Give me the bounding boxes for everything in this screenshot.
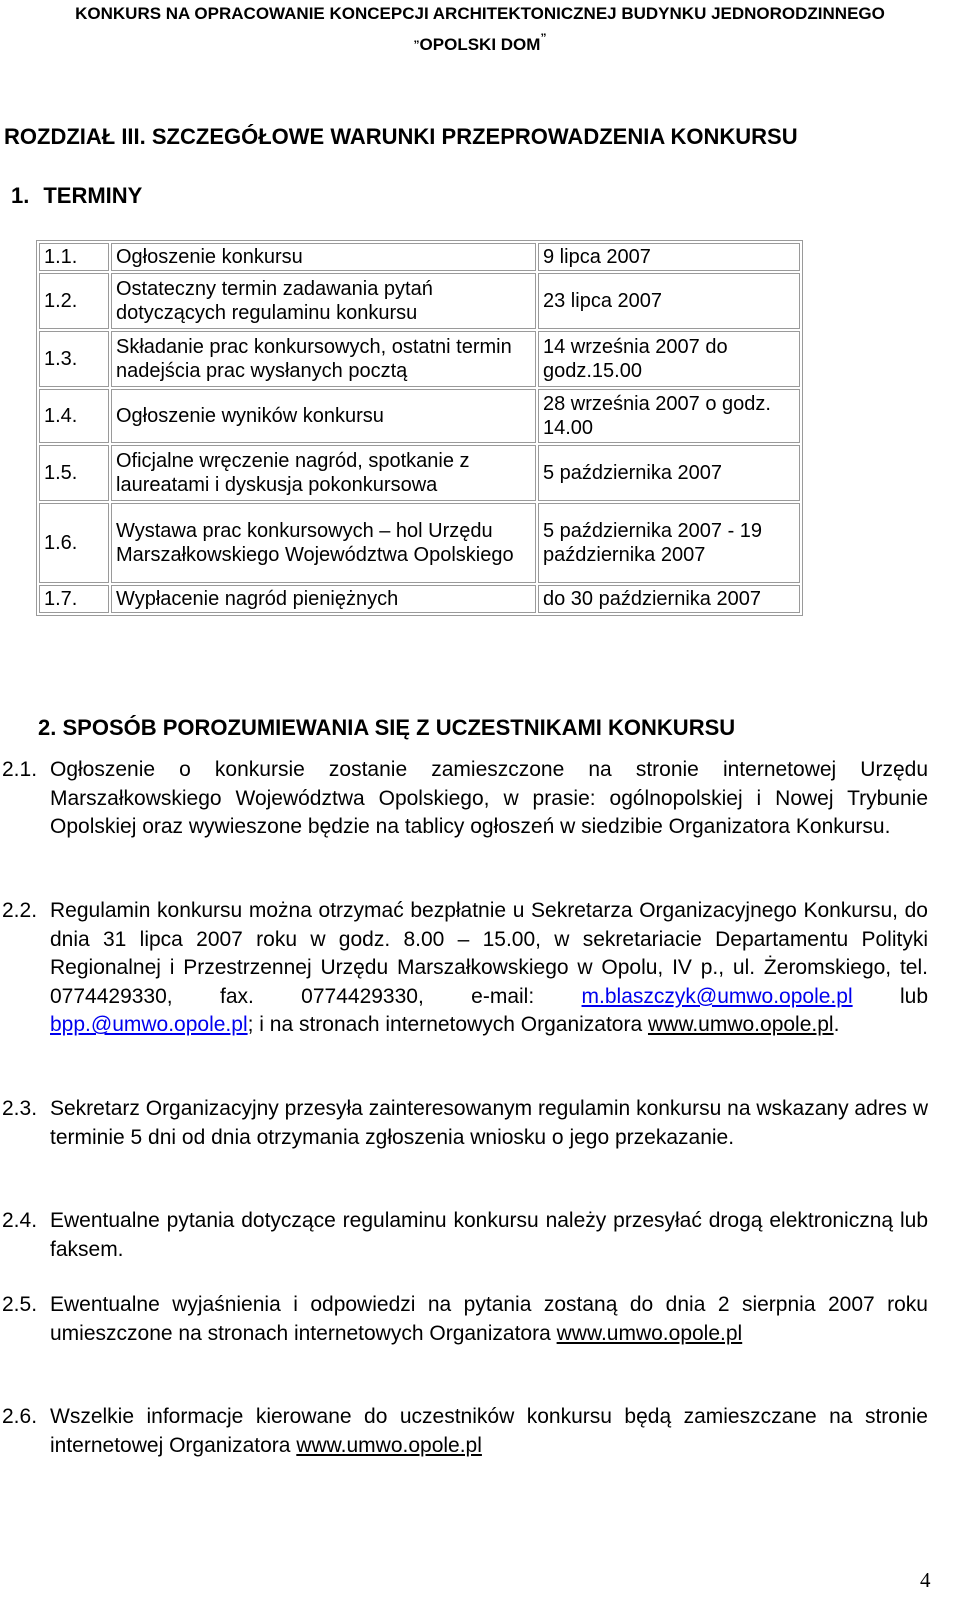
term-description: Wypłacenie nagród pieniężnych xyxy=(111,585,536,613)
term-description: Ostateczny termin zadawania pytań dotyczących regulaminu konkursu xyxy=(111,273,536,329)
term-description: Oficjalne wręczenie nagród, spotkanie z laureatami i dyskusja pokonkursowa xyxy=(111,445,536,501)
close-quote: ” xyxy=(540,31,547,45)
section-number: 1. xyxy=(11,183,30,208)
chapter-heading: ROZDZIAŁ III. SZCZEGÓŁOWE WARUNKI PRZEPROWADZENIA KONKURSU xyxy=(4,124,798,149)
page-number: 4 xyxy=(920,1568,931,1592)
paragraph-2-3 xyxy=(2,1095,928,1152)
paragraph-2-5 xyxy=(2,1291,928,1348)
paragraph-number: 2.5. xyxy=(2,1293,38,1316)
email-link[interactable]: m.blaszczyk@umwo.opole.pl xyxy=(581,984,853,1008)
paragraph-number: 2.2. xyxy=(2,899,38,922)
term-date: 28 września 2007 o godz. 14.00 xyxy=(538,389,800,443)
section-heading-terms xyxy=(4,183,142,209)
subtitle-text: OPOLSKI DOM xyxy=(419,35,541,54)
terms-table xyxy=(36,240,803,616)
paragraph-number: 2.1. xyxy=(2,758,38,781)
website-link[interactable]: www.umwo.opole.pl xyxy=(296,1433,482,1457)
table-row xyxy=(39,331,800,387)
term-date: 14 września 2007 do godz.15.00 xyxy=(538,331,800,387)
document-header-title: KONKURS NA OPRACOWANIE KONCEPCJI ARCHITEKTONICZNEJ BUDYNKU JEDNORODZINNEGO xyxy=(75,4,885,23)
terms-table-wrapper xyxy=(36,240,803,616)
term-date: 5 października 2007 - 19 października 2007 xyxy=(538,503,800,583)
email-link[interactable]: bpp.@umwo.opole.pl xyxy=(50,1013,248,1037)
section-number: 2. xyxy=(38,715,57,740)
term-description: Ogłoszenie konkursu xyxy=(111,243,536,271)
paragraph-2-6 xyxy=(2,1403,928,1460)
term-date: 9 lipca 2007 xyxy=(538,243,800,271)
term-description: Składanie prac konkursowych, ostatni termin nadejścia prac wysłanych pocztą xyxy=(111,331,536,387)
paragraph-2-2 xyxy=(2,897,929,1040)
term-number: 1.7. xyxy=(39,585,109,613)
paragraph-2-4 xyxy=(2,1207,928,1264)
paragraph-text: Ogłoszenie o konkursie zostanie zamieszczone na stronie internetowej Urzędu Marszałkowskiego Województwa Opolskiego, w prasie: ogólnopolskiej i Nowej Trybunie Opolskiej oraz wywieszone będzie na tablicy ogłoszeń w siedzibie Organizatora Konkursu. xyxy=(50,758,928,839)
section-title: TERMINY xyxy=(43,183,143,208)
paragraph-number: 2.3. xyxy=(2,1097,38,1120)
term-number: 1.6. xyxy=(39,503,109,583)
paragraph-text: Ewentualne pytania dotyczące regulaminu konkursu należy przesyłać drogą elektroniczną lub faksem. xyxy=(50,1209,928,1261)
term-date: 5 października 2007 xyxy=(538,445,800,501)
paragraph-text: . xyxy=(833,1013,840,1037)
table-row xyxy=(39,445,800,501)
paragraph-number: 2.4. xyxy=(2,1209,38,1232)
table-row xyxy=(39,243,800,271)
paragraph-text: Sekretarz Organizacyjny przesyła zainteresowanym regulamin konkursu na wskazany adres w terminie 5 dni od dnia otrzymania zgłoszenia wniosku o jego przekazanie. xyxy=(50,1097,928,1149)
section-title: SPOSÓB POROZUMIEWANIA SIĘ Z UCZESTNIKAMI KONKURSU xyxy=(62,715,736,740)
paragraph-text: ; i na stronach internetowych Organizatora xyxy=(247,1013,648,1037)
paragraph-number: 2.6. xyxy=(2,1405,38,1428)
open-quote: „ xyxy=(413,31,420,45)
paragraph-text: lub xyxy=(852,984,929,1008)
paragraph-text: Ewentualne wyjaśnienia i odpowiedzi na pytania zostaną do dnia 2 sierpnia 2007 roku umieszczone na stronach internetowych Organizatora xyxy=(50,1293,928,1345)
table-row xyxy=(39,389,800,443)
term-date: do 30 października 2007 xyxy=(538,585,800,613)
term-description: Wystawa prac konkursowych – hol Urzędu Marszałkowskiego Województwa Opolskiego xyxy=(111,503,536,583)
website-link[interactable]: www.umwo.opole.pl xyxy=(647,1013,834,1037)
table-row xyxy=(39,585,800,613)
term-description: Ogłoszenie wyników konkursu xyxy=(111,389,536,443)
table-row xyxy=(39,503,800,583)
paragraph-2-1 xyxy=(2,756,928,842)
website-link[interactable]: www.umwo.opole.pl xyxy=(556,1321,743,1345)
term-number: 1.4. xyxy=(39,389,109,443)
term-number: 1.5. xyxy=(39,445,109,501)
table-row xyxy=(39,273,800,329)
term-number: 1.2. xyxy=(39,273,109,329)
paragraph-text: Regulamin konkursu można otrzymać bezpłatnie u Sekretarza Organizacyjnego Konkursu, do dnia 31 lipca 2007 roku w godz. 8.00 – 15.00, w sekretariacie Departamentu Polityki Regionalnej i Przestrzennej Urzędu Marszałkowskiego w Opolu, IV p., ul. Żeromskiego, tel. 0774429330, fax. 0774429330, e-mail: xyxy=(50,899,928,1008)
term-date: 23 lipca 2007 xyxy=(538,273,800,329)
term-number: 1.1. xyxy=(39,243,109,271)
document-header-subtitle xyxy=(0,31,960,55)
term-number: 1.3. xyxy=(39,331,109,387)
paragraph-text: Wszelkie informacje kierowane do uczestników konkursu będą zamieszczane na stronie internetowej Organizatora xyxy=(50,1405,928,1457)
section-heading-communication xyxy=(38,715,735,741)
